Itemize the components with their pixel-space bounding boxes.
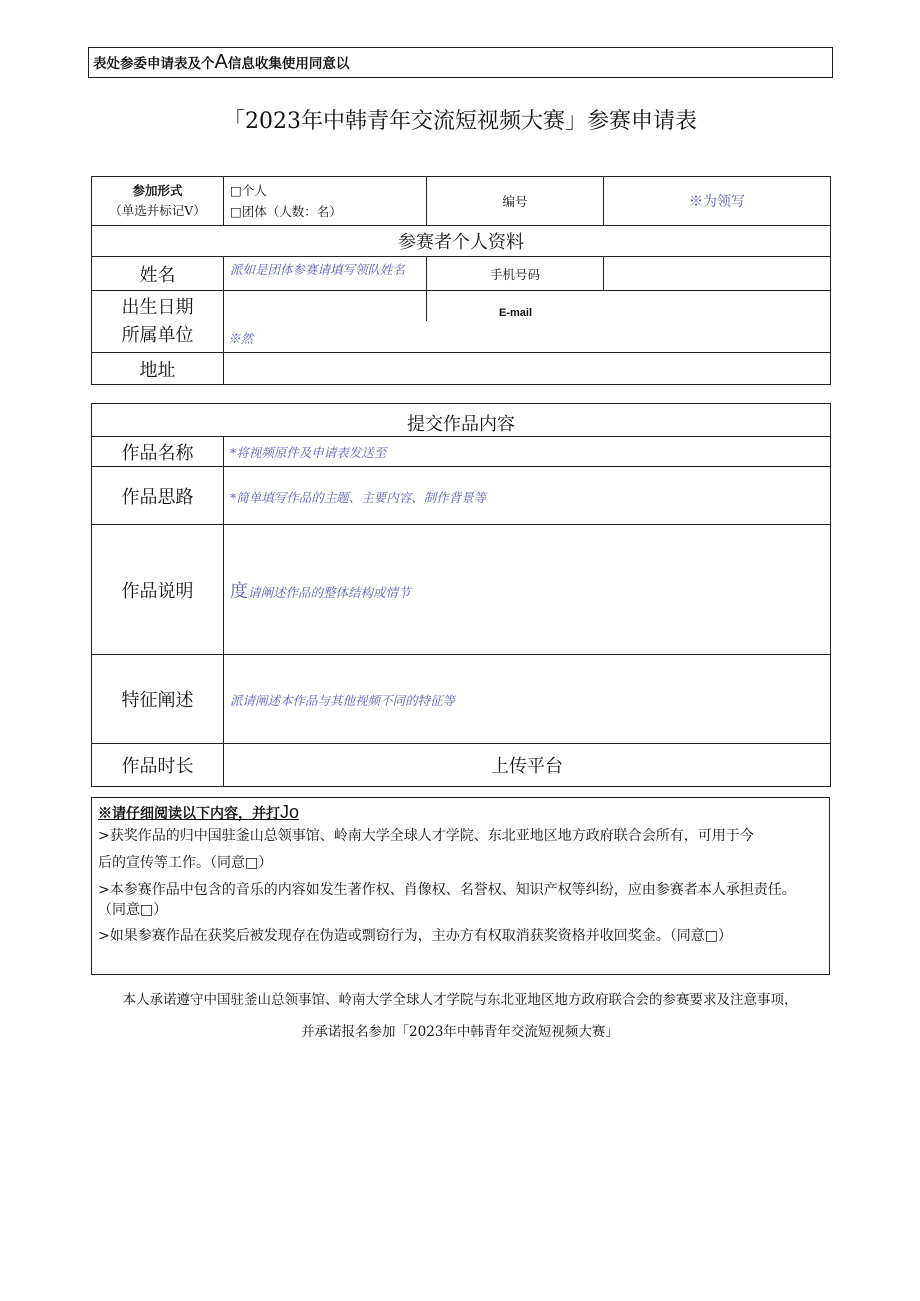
participation-options-cell — [224, 177, 427, 226]
notes-item-1-line-2: 后的宣传等工作。（同意□） — [98, 855, 273, 871]
work-title-field[interactable] — [224, 437, 831, 467]
personal-info-table — [91, 176, 831, 385]
work-feature-hint: 派请阐述本作品与其他视频不同的特征等 — [230, 692, 456, 708]
address-field[interactable] — [224, 353, 831, 385]
work-feature-field[interactable] — [224, 655, 831, 744]
number-label: 编号 — [427, 177, 604, 226]
org-label: 所属单位 — [121, 324, 194, 346]
birth-field[interactable] — [224, 291, 427, 321]
address-label: 地址 — [92, 353, 224, 385]
notes-item-1-line-1: >获奖作品的归中国驻釜山总领事馆、岭南大学全球人才学院、东北亚地区地方政府联合会所有，可用于今 — [98, 828, 754, 844]
notes-item-3: >如果参赛作品在获奖后被发现存在伪造或剽窃行为，主办方有权取消获奖资格并收回奖金。（同意□） — [98, 928, 732, 944]
notes-heading — [98, 802, 823, 824]
work-idea-field[interactable] — [224, 467, 831, 525]
work-title-hint: *将视频原件及申请表发送至 — [230, 445, 387, 460]
work-idea-hint: *简单填写作品的主题、主要内容、制作背景等 — [230, 490, 487, 505]
number-field[interactable] — [604, 177, 831, 226]
header-big-letter: A — [214, 51, 228, 73]
work-desc-label: 作品说明 — [92, 525, 224, 655]
option-individual-checkbox[interactable]: □个人 — [230, 183, 267, 198]
works-section-title: 提交作品内容 — [92, 404, 831, 437]
number-hint: ※为领写 — [689, 194, 745, 210]
work-desc-field[interactable] — [224, 525, 831, 655]
header-suffix: 信息收集使用同意以 — [227, 56, 350, 71]
work-title-label: 作品名称 — [92, 437, 224, 467]
notes-item-2-line-2: （同意□） — [98, 902, 168, 918]
participation-label-cell — [92, 177, 224, 226]
personal-section-title: 参赛者个人资料 — [92, 226, 831, 257]
notes-heading-text: ※请仔细阅读以下内容，并打 — [98, 806, 280, 822]
phone-label: 手机号码 — [427, 257, 604, 291]
upload-platform-label: 上传平台 — [224, 744, 831, 787]
footer-line-2: 并承诺报名参加「2023年中韩青年交流短视频大赛」 — [301, 1024, 619, 1040]
works-table — [91, 403, 831, 787]
notes-box — [91, 797, 830, 975]
page-title: 「2023年中韩青年交流短视频大赛」参赛申请表 — [223, 109, 697, 134]
notes-heading-mark: Jo — [280, 802, 300, 822]
phone-field[interactable] — [604, 257, 831, 291]
work-duration-label: 作品时长 — [92, 744, 224, 787]
footer-line-1: 本人承诺遵守中国驻釜山总领事馆、岭南大学全球人才学院与东北亚地区地方政府联合会的参赛要求及注意事项， — [122, 992, 798, 1008]
work-feature-label: 特征阐述 — [92, 655, 224, 744]
work-desc-mark: 度 — [230, 580, 248, 602]
birth-org-label-cell — [92, 291, 224, 353]
org-hint: ※然 — [228, 331, 254, 346]
birth-label: 出生日期 — [121, 296, 194, 318]
header-box — [88, 47, 833, 78]
name-hint: 派如是团体参赛请填写领队姓名 — [230, 262, 406, 277]
name-field[interactable] — [224, 257, 427, 291]
header-prefix: 表处参委申请表及个 — [93, 56, 215, 71]
name-label: 姓名 — [92, 257, 224, 291]
option-group-checkbox[interactable]: □团体（人数：名） — [230, 204, 342, 219]
work-idea-label: 作品思路 — [92, 467, 224, 525]
email-label: E-mail — [498, 307, 532, 319]
work-desc-hint: 请阐述作品的整体结构或情节 — [248, 584, 411, 600]
participation-label: 参加形式 — [132, 183, 183, 198]
participation-sub: （单选并标记V） — [109, 203, 206, 218]
notes-item-2-line-1: >本参赛作品中包含的音乐的内容如发生著作权、肖像权、名誉权、知识产权等纠纷，应由参赛者本人承担责任。 — [98, 882, 796, 898]
birth-org-field-cell — [224, 291, 831, 353]
